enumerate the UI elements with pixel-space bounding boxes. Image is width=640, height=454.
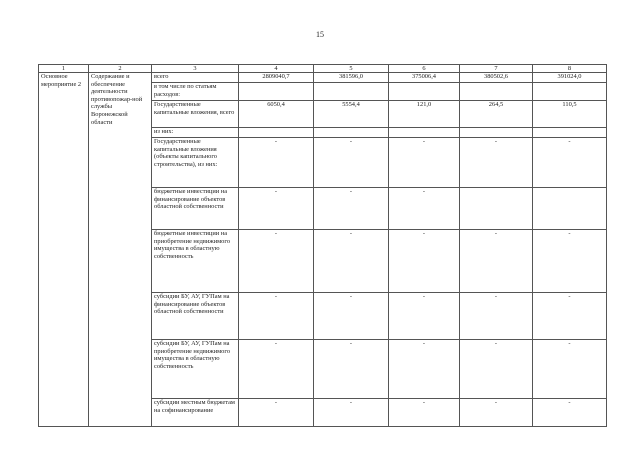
value-cell: - bbox=[389, 188, 460, 230]
value-cell: - bbox=[314, 138, 389, 188]
value-cell: 264,5 bbox=[460, 101, 533, 128]
value-cell: 6050,4 bbox=[239, 101, 314, 128]
header-cell: 3 bbox=[152, 65, 239, 73]
value-cell: - bbox=[533, 138, 607, 188]
value-cell: - bbox=[389, 293, 460, 340]
value-cell: - bbox=[239, 399, 314, 427]
value-cell: - bbox=[389, 340, 460, 399]
value-cell: - bbox=[314, 340, 389, 399]
description-cell: Содержание и обеспечение деятельности противопожар-ной службы Воронежской области bbox=[89, 73, 152, 427]
value-cell: 375006,4 bbox=[389, 73, 460, 83]
value-cell bbox=[533, 128, 607, 138]
header-cell: 6 bbox=[389, 65, 460, 73]
value-cell bbox=[460, 128, 533, 138]
value-cell: 110,5 bbox=[533, 101, 607, 128]
header-cell: 2 bbox=[89, 65, 152, 73]
row-label: субсидии БУ, АУ, ГУПам на финансирование объектов областной собственности bbox=[152, 293, 239, 340]
value-cell bbox=[533, 83, 607, 101]
measure-cell: Основное мероприятие 2 bbox=[39, 73, 89, 427]
value-cell bbox=[460, 83, 533, 101]
value-cell: - bbox=[314, 188, 389, 230]
value-cell: 381596,0 bbox=[314, 73, 389, 83]
value-cell: - bbox=[533, 340, 607, 399]
row-label: бюджетные инвестиции на приобретение недвижимого имущества в областную собственность bbox=[152, 230, 239, 293]
value-cell: 391024,0 bbox=[533, 73, 607, 83]
header-cell: 5 bbox=[314, 65, 389, 73]
value-cell bbox=[314, 83, 389, 101]
row-label: субсидии местным бюджетам на софинансирование bbox=[152, 399, 239, 427]
value-cell bbox=[389, 83, 460, 101]
value-cell: - bbox=[239, 230, 314, 293]
value-cell: - bbox=[460, 340, 533, 399]
value-cell: 380502,6 bbox=[460, 73, 533, 83]
value-cell: - bbox=[314, 230, 389, 293]
value-cell: - bbox=[239, 293, 314, 340]
value-cell: - bbox=[314, 293, 389, 340]
value-cell: - bbox=[389, 138, 460, 188]
table-row bbox=[39, 73, 607, 83]
value-cell: - bbox=[460, 230, 533, 293]
value-cell: 121,0 bbox=[389, 101, 460, 128]
value-cell bbox=[239, 83, 314, 101]
row-label: Государственные капитальные вложения (объекты капитального строительства), из них: bbox=[152, 138, 239, 188]
header-cell: 4 bbox=[239, 65, 314, 73]
value-cell: - bbox=[533, 230, 607, 293]
header-cell: 8 bbox=[533, 65, 607, 73]
row-label: Государственные капитальные вложения, всего bbox=[152, 101, 239, 128]
value-cell: - bbox=[533, 293, 607, 340]
header-cell: 1 bbox=[39, 65, 89, 73]
table-header-row bbox=[39, 65, 607, 73]
value-cell: 5554,4 bbox=[314, 101, 389, 128]
value-cell: - bbox=[389, 230, 460, 293]
value-cell: - bbox=[460, 138, 533, 188]
row-label: в том числе по статьям расходов: bbox=[152, 83, 239, 101]
value-cell bbox=[239, 128, 314, 138]
value-cell bbox=[460, 188, 533, 230]
row-label: бюджетные инвестиции на финансирование объектов областной собственности bbox=[152, 188, 239, 230]
value-cell bbox=[389, 128, 460, 138]
value-cell: - bbox=[239, 188, 314, 230]
value-cell: 2809040,7 bbox=[239, 73, 314, 83]
value-cell: - bbox=[389, 399, 460, 427]
value-cell bbox=[314, 128, 389, 138]
row-label: из них: bbox=[152, 128, 239, 138]
value-cell: - bbox=[314, 399, 389, 427]
value-cell: - bbox=[533, 399, 607, 427]
row-label: субсидии БУ, АУ, ГУПам на приобретение недвижимого имущества в областную собственность bbox=[152, 340, 239, 399]
page-number: 15 bbox=[316, 30, 324, 39]
budget-table bbox=[38, 64, 607, 427]
value-cell bbox=[533, 188, 607, 230]
row-label: всего bbox=[152, 73, 239, 83]
value-cell: - bbox=[460, 293, 533, 340]
value-cell: - bbox=[239, 340, 314, 399]
value-cell: - bbox=[239, 138, 314, 188]
header-cell: 7 bbox=[460, 65, 533, 73]
value-cell: - bbox=[460, 399, 533, 427]
